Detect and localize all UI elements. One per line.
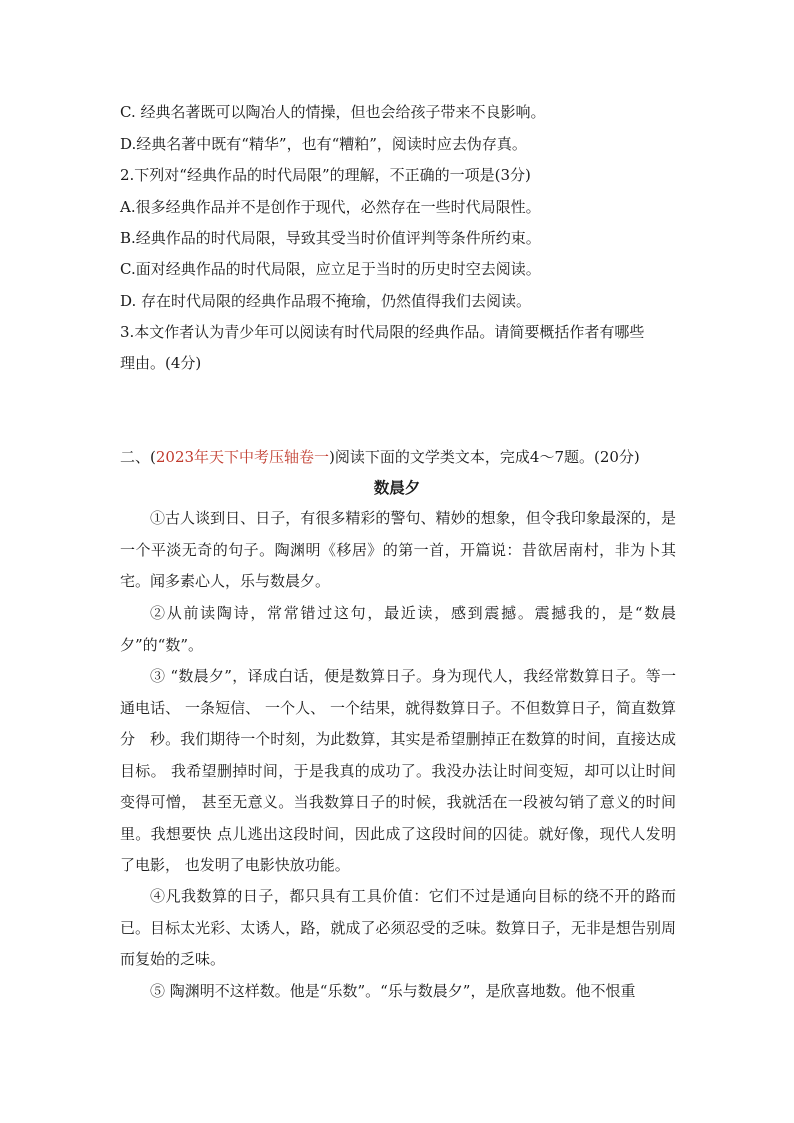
paragraph-1: ①古人谈到日、日子，有很多精彩的警句、精妙的想象，但令我印象最深的，是一个平淡无奇的句子。陶渊明《移居》的第一首，开篇说：昔欲居南村，非为卜其宅。闻多素心人，乐与数晨夕。 [120,509,676,590]
article-title: 数晨夕 [373,478,421,497]
paragraph-3: ③ “数晨夕”，译成白话，便是数算日子。身为现代人，我经常数算日子。等一通电话、 一条短信、 一个人、 一个结果，就得数算日子。不但数算日子，简直数算分 秒。我们期待一个时刻，为此数算，其实是希望删掉正在数算的时间，直接达成目标。 我希望删掉时间，于是我真的成功了。我没办法让时间变短，却可以让时间变得可憎， 甚至无意义。当我数算日子的时候，我就活在一段被勾销了意义的时间里。我想要快 点儿逃出这段时间，因此成了这段时间的囚徒。就好像，现代人发明了电影， 也发明了电影快放功能。 [120,667,676,874]
paragraph-4: ④凡我数算的日子，都只具有工具价值：它们不过是通向目标的绕不开的路而已。目标太光彩、太诱人，路，就成了必须忍受的乏味。数算日子，无非是想告别周而复始的乏味。 [120,887,676,968]
section-source: 2023年天下中考压轴卷一 [155,448,330,466]
section-heading-prefix: 二、( [120,448,156,466]
q2-option-c: C.面对经典作品的时代局限，应立足于当时的历史时空去阅读。 [120,260,541,278]
q2-option-d: D. 存在时代局限的经典作品瑕不掩瑜，仍然值得我们去阅读。 [120,292,532,310]
q1-option-d: D.经典名著中既有“精华”，也有“糟粕”，阅读时应去伪存真。 [120,135,527,153]
q1-option-c: C. 经典名著既可以陶冶人的情操，但也会给孩子带来不良影响。 [120,103,546,121]
q2-option-b: B.经典作品的时代局限，导致其受当时价值评判等条件所约束。 [120,229,541,247]
section-heading [120,447,640,467]
section-heading-suffix: )阅读下面的文学类文本，完成4～7题。(20分) [329,448,640,466]
paragraph-5: ⑤ 陶渊明不这样数。他是“乐数”。“乐与数晨夕”，是欣喜地数。他不恨重 [150,982,636,1000]
q3-stem-line1: 3.本文作者认为青少年可以阅读有时代局限的经典作品。请简要概括作者有哪些 [120,323,645,341]
q2-option-a: A.很多经典作品并不是创作于现代，必然存在一些时代局限性。 [120,198,541,216]
paragraph-2: ②从前读陶诗，常常错过这句，最近读，感到震撼。震撼我的，是“数晨夕”的“数”。 [120,604,676,654]
q3-stem-line2: 理由。(4分) [120,354,202,372]
q2-stem: 2.下列对“经典作品的时代局限”的理解，不正确的一项是(3分) [120,166,531,184]
